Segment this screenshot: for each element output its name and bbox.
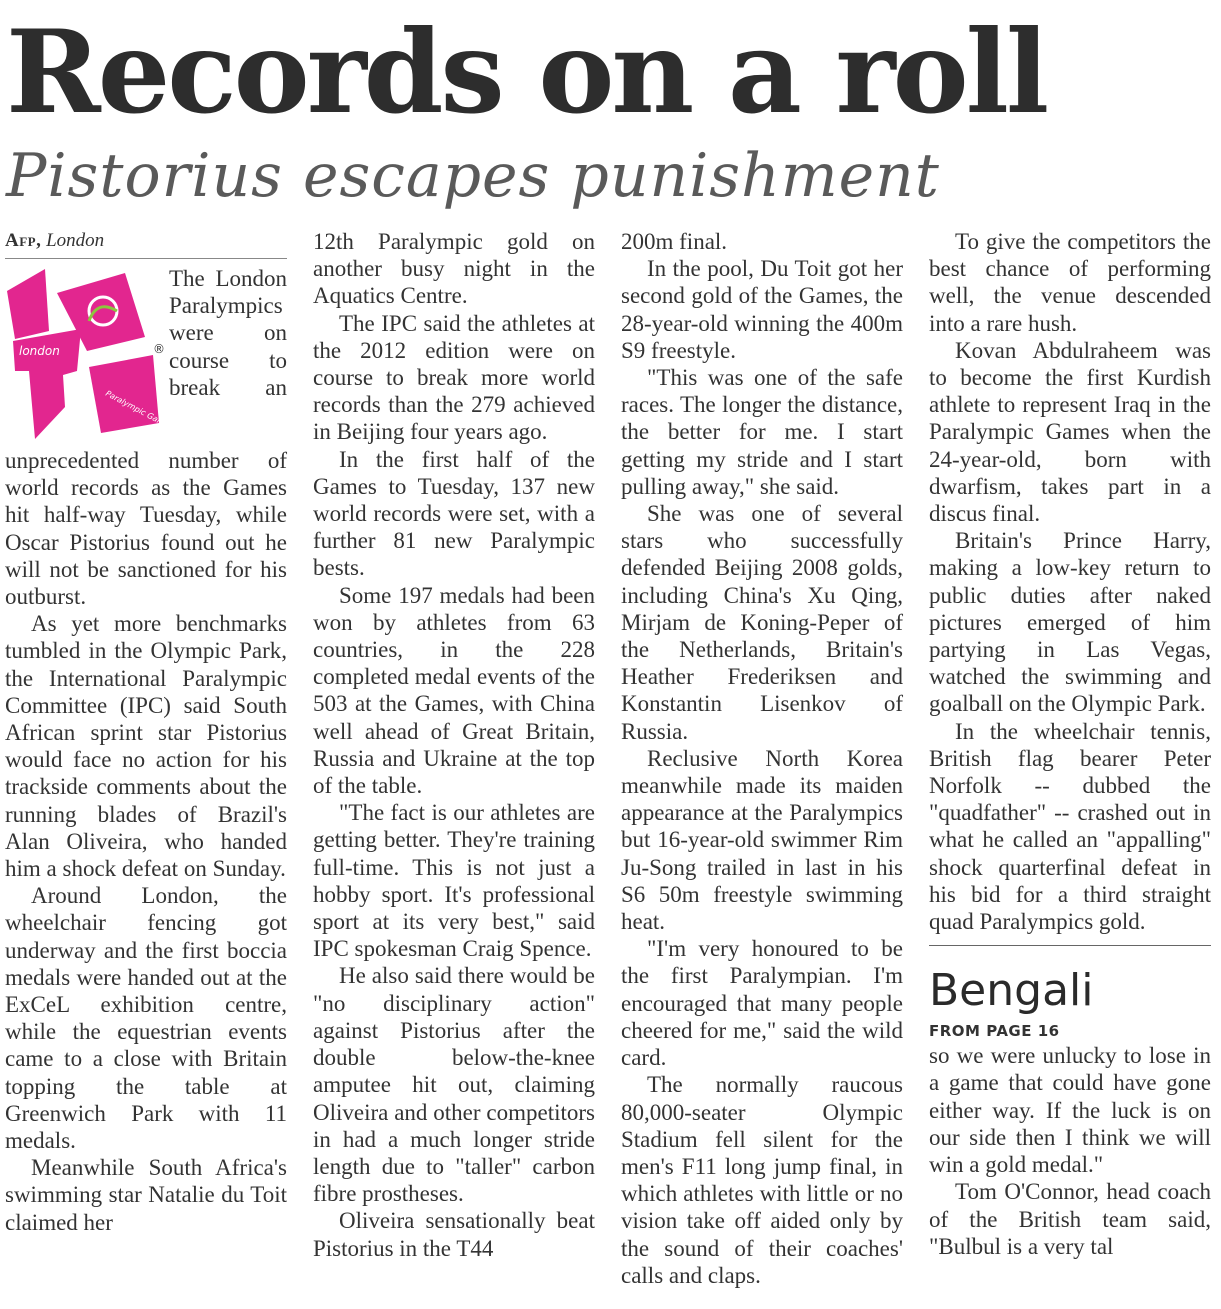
section-divider [929, 945, 1211, 946]
article-paragraph: In the first half of the Games to Tuesday, 137 new world records were set, with a further 81 new Paralympic bests. [313, 446, 595, 581]
article-paragraph: Kovan Abdulraheem was to become the first Kurdish athlete to represent Iraq in the Paralympic Games when the 24-year-old, born with dwarfism, takes part in a discus final. [929, 337, 1211, 527]
article-paragraph: In the wheelchair tennis, British flag bearer Peter Norfolk -- dubbed the "quadfather" -- crashed out in what he called an "appalling" shock quarterfinal defeat in his bid for a third straight quad Paralympics gold. [929, 718, 1211, 935]
column-4 [929, 228, 1211, 1309]
article-paragraph: 200m final. [621, 229, 728, 254]
article-paragraph: The London Paralympics were on course to break an unprecedented number of world records as the Games hit half-way Tuesday, while Oscar Pistorius found out he will not be sanctioned for his outburst. [5, 266, 287, 610]
bengali-section-title: Bengali [929, 965, 1094, 1017]
article-paragraph: "The fact is our athletes are getting better. They're training full-time. This is not just a hobby sport. It's professional sport at its very best," said IPC spokesman Craig Spence. [313, 800, 595, 962]
column-1 [5, 228, 287, 1309]
article-paragraph: The normally raucous 80,000-seater Olympic Stadium fell silent for the men's F11 long jump final, in which athletes with little or no vision take off aided only by the sound of their coaches' calls and claps. [621, 1072, 903, 1288]
article-paragraph: As yet more benchmarks tumbled in the Olympic Park, the International Paralympic Committee (IPC) said South African sprint star Pistorius would face no action for his trackside comments about the running blades of Brazil's Alan Oliveira, who handed him a shock defeat on Sunday. [5, 611, 287, 882]
column-2 [313, 228, 595, 1309]
byline-agency: Afp, [5, 230, 42, 251]
article-paragraph: Oliveira sensationally beat Pistorius in the T44 [313, 1208, 595, 1261]
article-paragraph: Britain's Prince Harry, making a low-key return to public duties after naked pictures emerged of him partying in Las Vegas, watched the swimming and goalball on the Olympic Park. [929, 528, 1211, 717]
headline: Records on a roll [6, 5, 1047, 139]
article-paragraph: Meanwhile South Africa's swimming star Natalie du Toit claimed her [5, 1155, 287, 1235]
article-paragraph: Reclusive North Korea meanwhile made its maiden appearance at the Paralympics but 16-year-old swimmer Rim Ju-Song trailed in last in his S6 50m freestyle swimming heat. [621, 745, 903, 935]
column-3 [621, 228, 903, 1309]
article-paragraph: She was one of several stars who successfully defended Beijing 2008 golds, including China's Xu Qing, Mirjam de Koning-Peper of the Netherlands, Britain's Heather Frederiksen and Konstantin Lisenkov of Russia. [621, 501, 903, 744]
logo-city-text: london [19, 344, 60, 358]
article-paragraph: In the pool, Du Toit got her second gold of the Games, the 28-year-old winning the 400m S9 freestyle. [621, 256, 903, 363]
article-paragraph: Some 197 medals had been won by athletes from 63 countries, in the 228 completed medal events of the 503 at the Games, with China well ahead of Great Britain, Russia and Ukraine at the top of the table. [313, 582, 595, 799]
article-paragraph: "This was one of the safe races. The longer the distance, the better for me. I start getting my stride and I start pulling away," she said. [621, 365, 903, 499]
byline-place: London [46, 230, 105, 251]
article-paragraph: The IPC said the athletes at the 2012 edition were on course to break more world records than the 279 achieved in Beijing four years ago. [313, 310, 595, 445]
byline [5, 228, 287, 259]
article-paragraph: 12th Paralympic gold on another busy night in the Aquatics Centre. [313, 229, 595, 309]
article-paragraph: To give the competitors the best chance of performing well, the venue descended into a rare hush. [929, 229, 1211, 336]
subheadline: Pistorius escapes punishment [6, 141, 940, 211]
london-2012-paralympic-logo [5, 267, 175, 445]
article-paragraph: Around London, the wheelchair fencing got underway and the first boccia medals were handed out at the ExCeL exhibition centre, while the equestrian events came to a close with Britain topping the table at Greenwich Park with 11 medals. [5, 883, 287, 1154]
article-paragraph: "I'm very honoured to be the first Paralympian. I'm encouraged that many people cheered for me," said the wild card. [621, 936, 903, 1071]
bengali-continued-label: FROM PAGE 16 [929, 1022, 1060, 1041]
logo-games-text: Paralympic Games [104, 388, 175, 432]
bengali-paragraph: so we were unlucky to lose in a game that could have gone either way. If the luck is on our side then I think we will win a gold medal." [929, 1043, 1211, 1178]
bengali-paragraph: Tom O'Connor, head coach of the British team said, "Bulbul is a very tal [929, 1179, 1211, 1259]
logo-registered-mark: ® [153, 342, 165, 356]
article-paragraph: He also said there would be "no disciplinary action" against Pistorius after the double below-the-knee amputee hit out, claiming Oliveira and other competitors in had a much longer stride length due to "taller" carbon fibre prostheses. [313, 963, 595, 1207]
